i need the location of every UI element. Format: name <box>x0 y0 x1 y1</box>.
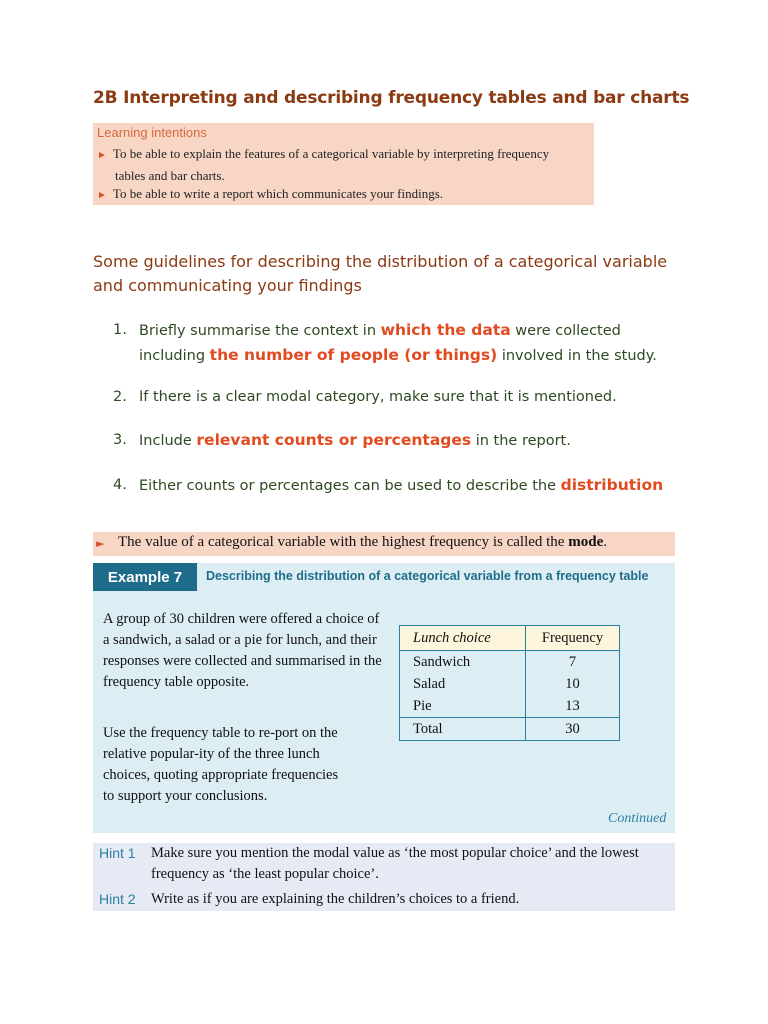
example-question: Use the frequency table to re-port on the relative popular-ity of the three lunch choices, quoting appropriate frequencies to support your conclusions. <box>103 725 339 804</box>
page-title: 2B Interpreting and describing frequency tables and bar charts <box>93 88 690 108</box>
frequency-table <box>399 625 620 741</box>
table-row: Pie 13 <box>400 695 620 718</box>
example-box <box>93 563 675 833</box>
example-paragraph: A group of 30 children were offered a choice of a sandwich, a salad or a pie for lunch, and their responses were collected and summarised in the frequency table opposite. <box>103 611 382 690</box>
triangle-bullet-icon: ► <box>97 150 107 161</box>
learning-intentions-box <box>93 123 594 205</box>
hint-label: Hint 1 <box>99 845 136 861</box>
hint-label: Hint 2 <box>99 891 136 907</box>
example-title: Describing the distribution of a categorical variable from a frequency table <box>206 569 649 583</box>
table-total-row: Total 30 <box>400 718 620 741</box>
hints-box <box>93 843 675 911</box>
table-header: Frequency <box>526 626 620 651</box>
example-badge: Example 7 <box>93 563 197 591</box>
hint-item: Hint 1 Make sure you mention the modal value as ‘the most popular choice’ and the lowest frequency as ‘the least popular choice’. <box>99 845 639 882</box>
triangle-bullet-icon: ► <box>96 537 105 550</box>
learning-intention-item: ► To be able to write a report which communicates your findings. <box>97 186 444 201</box>
triangle-bullet-icon: ► <box>97 190 107 201</box>
learning-intentions-heading: Learning intentions <box>97 125 207 140</box>
learning-intention-item: ► To be able to explain the features of a categorical variable by interpreting frequency tables and bar charts. <box>97 146 550 183</box>
table-row: Salad 10 <box>400 673 620 695</box>
table-row: Sandwich 7 <box>400 651 620 674</box>
hint-item: Hint 2 Write as if you are explaining the children’s choices to a friend. <box>99 889 669 910</box>
guidelines-heading: Some guidelines for describing the distribution of a categorical variable and communicating your findings <box>93 252 668 295</box>
continued-label: Continued <box>608 811 667 826</box>
mode-definition-box: ► The value of a categorical variable with the highest frequency is called the mode. <box>93 532 675 556</box>
table-header: Lunch choice <box>400 626 526 651</box>
